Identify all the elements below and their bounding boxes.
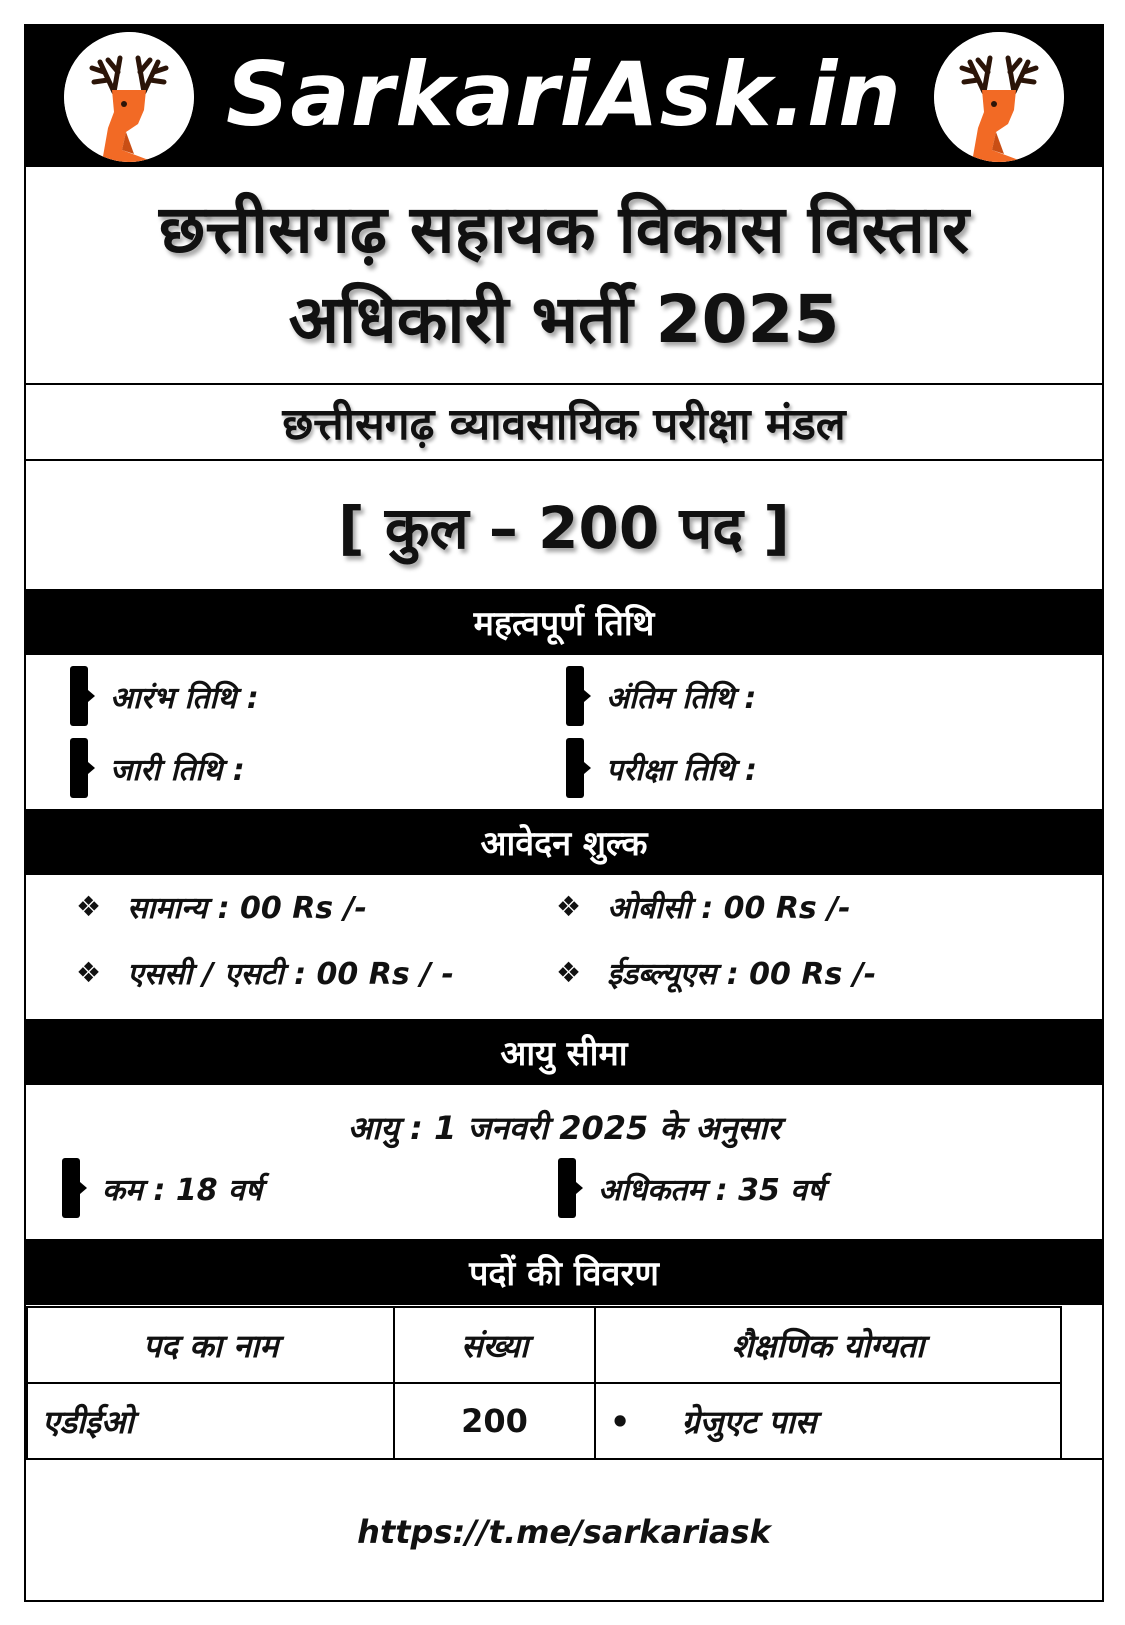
- age-reference-note: आयु : 1 जनवरी 2025 के अनुसार: [347, 1109, 781, 1147]
- marker-icon: [70, 666, 88, 726]
- telegram-link[interactable]: https://t.me/sarkariask: [26, 1458, 1102, 1604]
- title-section: [26, 167, 1102, 385]
- post-name: एडीईओ: [27, 1383, 394, 1459]
- marker-icon: [566, 666, 584, 726]
- age-limit-heading: आयु सीमा: [26, 1019, 1102, 1085]
- post-count: 200: [394, 1383, 595, 1459]
- organization-name: छत्तीसगढ़ व्यावसायिक परीक्षा मंडल: [282, 399, 846, 450]
- age-min: कम : 18 वर्ष: [62, 1158, 262, 1218]
- diamond-bullet-icon: ❖: [76, 890, 102, 923]
- deer-head-icon: [934, 32, 1064, 162]
- column-header: शैक्षणिक योग्यता: [595, 1307, 1061, 1383]
- total-posts: [ कुल – 200 पद ]: [338, 493, 790, 562]
- marker-icon: [566, 738, 584, 798]
- column-header: संख्या: [394, 1307, 595, 1383]
- organization-section: [26, 385, 1102, 461]
- important-dates-heading: महत्वपूर्ण तिथि: [26, 589, 1102, 655]
- marker-icon: [70, 738, 88, 798]
- exam-date: परीक्षा तिथि :: [566, 738, 757, 798]
- job-notice-poster: [24, 24, 1104, 1602]
- column-header: पद का नाम: [27, 1307, 394, 1383]
- fee-ews: ❖ ईडब्ल्यूएस : 00 Rs /-: [556, 956, 877, 992]
- fee-obc: ❖ ओबीसी : 00 Rs /-: [556, 890, 851, 926]
- issue-date: जारी तिथि :: [70, 738, 245, 798]
- diamond-bullet-icon: ❖: [76, 956, 102, 989]
- marker-icon: [62, 1158, 80, 1218]
- fee-general: ❖ सामान्य : 00 Rs /-: [76, 890, 368, 926]
- page-title: छत्तीसगढ़ सहायक विकास विस्तार अधिकारी भर्ती 2025: [159, 191, 969, 358]
- diamond-bullet-icon: ❖: [556, 956, 582, 989]
- application-fee-heading: आवेदन शुल्क: [26, 809, 1102, 875]
- start-date: आरंभ तिथि :: [70, 666, 259, 726]
- site-name: SarkariAsk.in: [226, 43, 902, 146]
- diamond-bullet-icon: ❖: [556, 890, 582, 923]
- marker-icon: [558, 1158, 576, 1218]
- posts-table: [26, 1306, 1062, 1460]
- bullet-icon: •: [609, 1402, 631, 1441]
- post-qualification: • ग्रेजुएट पास: [595, 1383, 1061, 1459]
- total-posts-section: [26, 461, 1102, 589]
- table-row: [27, 1383, 1061, 1459]
- posts-heading: पदों की विवरण: [26, 1239, 1102, 1305]
- last-date: अंतिम तिथि :: [566, 666, 756, 726]
- table-header-row: [27, 1307, 1061, 1383]
- brand-header: [26, 26, 1102, 167]
- age-max: अधिकतम : 35 वर्ष: [558, 1158, 824, 1218]
- fee-sc-st: ❖ एससी / एसटी : 00 Rs / -: [76, 956, 454, 992]
